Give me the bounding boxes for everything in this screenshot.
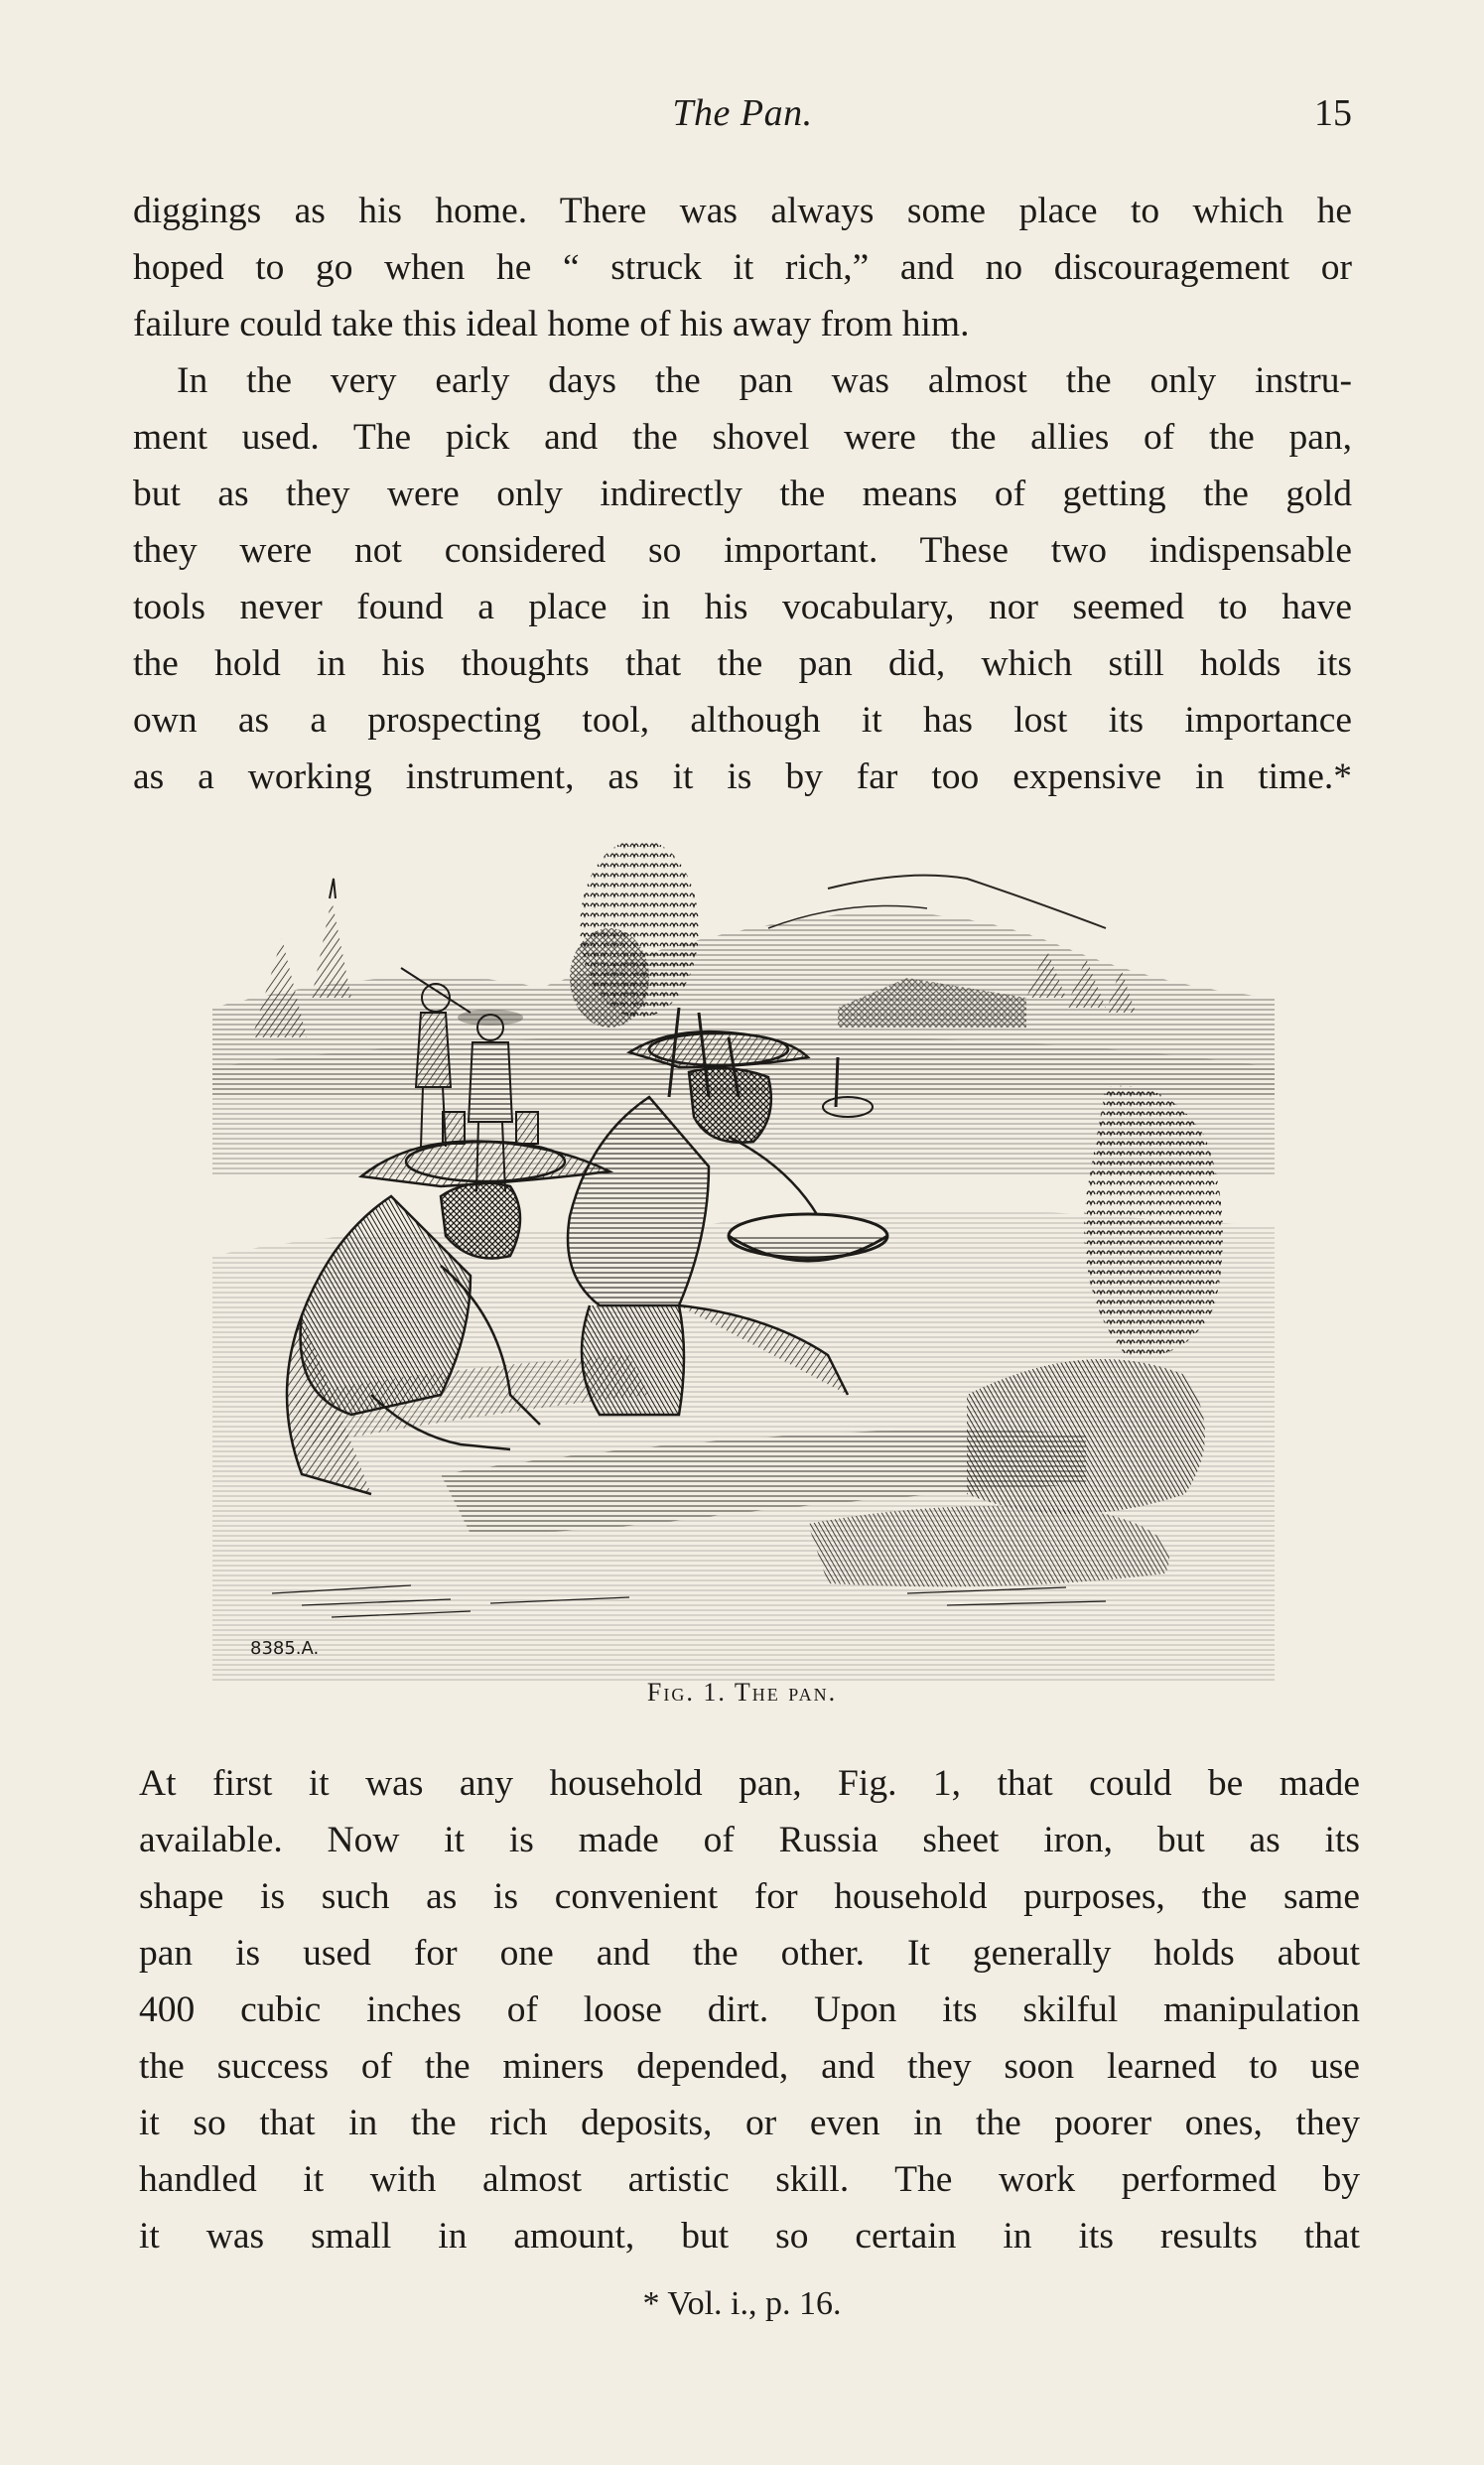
text-line: pan is used for one and the other. It generally holds about bbox=[139, 1933, 1360, 1974]
text-line: In the very early days the pan was almost the only instru- bbox=[177, 360, 1352, 401]
text-line: it was small in amount, but so certain in its results that bbox=[139, 2216, 1360, 2257]
paragraph-2 bbox=[133, 352, 1352, 805]
text-line: failure could take this ideal home of his away from him. bbox=[133, 304, 970, 344]
page-number: 15 bbox=[1314, 92, 1352, 134]
figure-caption: Fig. 1. The pan. bbox=[646, 1678, 838, 1707]
text-line: ment used. The pick and the shovel were the allies of the pan, bbox=[133, 417, 1352, 458]
running-title: The Pan. bbox=[672, 92, 813, 134]
page-header bbox=[133, 91, 1352, 151]
paragraph-3 bbox=[139, 1755, 1360, 2264]
text-line: it so that in the rich deposits, or even in the poorer ones, they bbox=[139, 2103, 1360, 2143]
text-line: the hold in his thoughts that the pan did, which still holds its bbox=[133, 643, 1352, 684]
text-line: but as they were only indirectly the means of getting the gold bbox=[133, 474, 1352, 514]
footnote: * Vol. i., p. 16. bbox=[642, 2285, 842, 2322]
plate-mark: 8385.A. bbox=[250, 1638, 320, 1659]
text-line: shape is such as is convenient for household purposes, the same bbox=[139, 1876, 1360, 1917]
text-line: hoped to go when he “ struck it rich,” and no discouragement or bbox=[133, 247, 1352, 288]
text-line: as a working instrument, as it is by far too expensive in time.* bbox=[133, 756, 1352, 797]
text-line: own as a prospecting tool, although it has lost its importance bbox=[133, 700, 1352, 741]
text-line: they were not considered so important. These two indispensable bbox=[133, 530, 1352, 571]
engraving-illustration bbox=[212, 839, 1275, 1683]
paragraph-1 bbox=[133, 183, 1352, 352]
text-line: available. Now it is made of Russia sheet iron, but as its bbox=[139, 1820, 1360, 1860]
text-line: 400 cubic inches of loose dirt. Upon its skilful manipulation bbox=[139, 1989, 1360, 2030]
text-line: the success of the miners depended, and they soon learned to use bbox=[139, 2046, 1360, 2087]
text-line: tools never found a place in his vocabulary, nor seemed to have bbox=[133, 587, 1352, 627]
text-line: diggings as his home. There was always some place to which he bbox=[133, 191, 1352, 231]
text-line: At first it was any household pan, Fig. 1, that could be made bbox=[139, 1763, 1360, 1804]
text-line: handled it with almost artistic skill. The work performed by bbox=[139, 2159, 1360, 2200]
engraving-miners-panning bbox=[212, 839, 1275, 1683]
